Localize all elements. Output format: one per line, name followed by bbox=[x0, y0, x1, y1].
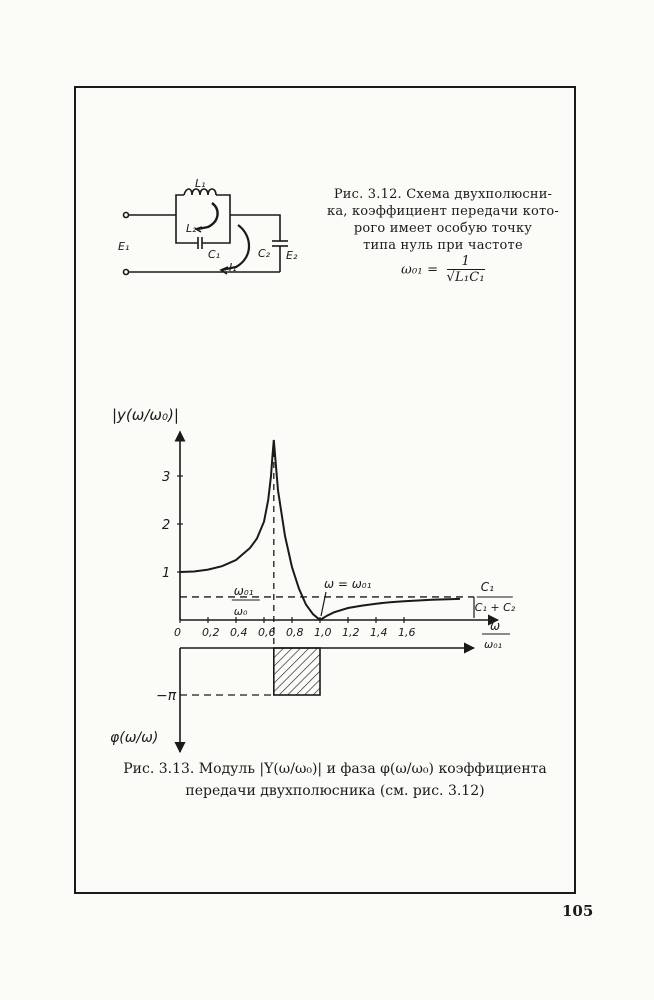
figure-312-caption bbox=[318, 186, 568, 285]
x-tick-label: 1,2 bbox=[342, 626, 360, 639]
asymptote-label-num: C₁ bbox=[480, 579, 495, 594]
frame-left bbox=[74, 86, 76, 894]
x-axis-label-num: ω bbox=[490, 619, 501, 633]
frame-bottom bbox=[74, 892, 576, 894]
current-I2-arrow bbox=[198, 203, 218, 229]
y-tick-label: 2 bbox=[162, 518, 171, 533]
x-tick-label: 0 bbox=[174, 626, 181, 639]
resonance-label-num: ω₀₁ bbox=[233, 583, 254, 598]
phase-axis-label: φ(ω/ω) bbox=[110, 730, 159, 746]
resonance-formula bbox=[401, 255, 485, 285]
figure-313-chart bbox=[100, 390, 560, 760]
phase-level-label: −π bbox=[156, 688, 177, 704]
circuit-diagram bbox=[118, 175, 298, 285]
frame-top bbox=[74, 86, 576, 88]
zero-label: ω = ω₀₁ bbox=[324, 577, 372, 591]
x-tick-label: 0,6 bbox=[258, 626, 276, 639]
caption-313-line-2: передачи двухполюсника (см. рис. 3.12) bbox=[185, 783, 485, 799]
caption-312-line-2: ка, коэффициент передачи кото- bbox=[327, 204, 559, 219]
label-L1: L₁ bbox=[195, 177, 206, 190]
label-L2: L₂ bbox=[186, 222, 197, 235]
x-tick-label: 1,0 bbox=[314, 626, 332, 639]
y-tick-label: 1 bbox=[162, 566, 171, 581]
label-E2: E₂ bbox=[286, 249, 298, 262]
branch-top-left bbox=[176, 195, 184, 215]
formula-numerator: 1 bbox=[447, 255, 485, 270]
caption-312-line-4: типа нуль при частоте bbox=[363, 238, 523, 253]
label-E1: E₁ bbox=[118, 240, 130, 253]
resonance-label-den: ω₀ bbox=[233, 604, 248, 618]
x-tick-label: 1,4 bbox=[370, 626, 388, 639]
zero-pointer bbox=[321, 592, 326, 616]
formula-lhs: ω₀₁ = bbox=[401, 262, 439, 278]
formula-denominator: √L₁C₁ bbox=[446, 270, 485, 285]
x-tick-label: 0,8 bbox=[286, 626, 304, 639]
phase-hatched-region bbox=[274, 648, 320, 695]
figure-313-caption bbox=[100, 758, 570, 802]
magnitude-curve bbox=[180, 440, 460, 620]
x-tick-label: 0,2 bbox=[202, 626, 220, 639]
top-wire-right bbox=[230, 215, 280, 241]
caption-313-line-1: Рис. 3.13. Модуль |Y(ω/ω₀)| и фаза φ(ω/ω₀) коэффициента bbox=[123, 761, 547, 777]
y-tick-label: 3 bbox=[162, 470, 171, 485]
y-axis-label: |y(ω/ω₀)| bbox=[112, 406, 179, 424]
label-C2: C₂ bbox=[258, 247, 271, 260]
caption-312-line-3: рого имеет особую точку bbox=[353, 221, 533, 236]
label-C1: C₁ bbox=[208, 248, 221, 261]
x-tick-label: 1,6 bbox=[398, 626, 416, 639]
x-axis-label-den: ω₀₁ bbox=[484, 638, 503, 651]
label-I1: I₁ bbox=[229, 261, 237, 274]
x-tick-label: 0,4 bbox=[230, 626, 248, 639]
caption-312-line-1: Рис. 3.12. Схема двухполюсни- bbox=[333, 187, 553, 202]
frame-right bbox=[574, 86, 576, 894]
page-number: 105 bbox=[562, 902, 594, 920]
asymptote-label-den: C₁ + C₂ bbox=[474, 600, 516, 614]
